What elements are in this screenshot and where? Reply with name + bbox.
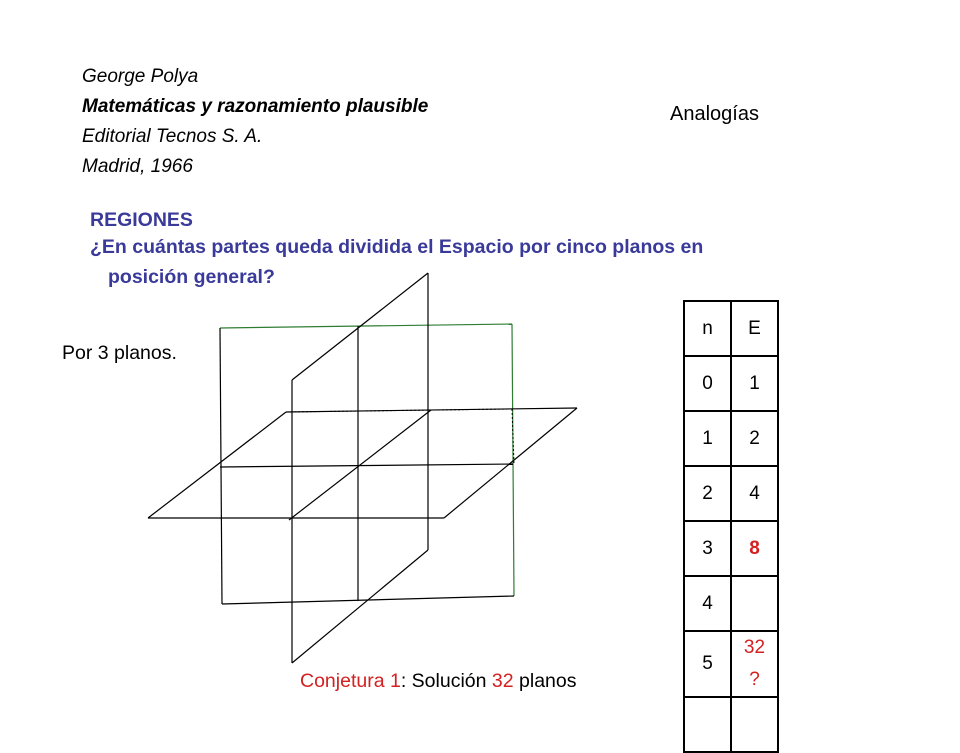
reference-place-year: Madrid, 1966	[82, 156, 193, 177]
header-n: n	[684, 301, 731, 356]
sagittal-plane	[292, 273, 428, 663]
diagram-caption: Por 3 planos.	[62, 342, 177, 364]
regions-table	[683, 300, 779, 753]
cell-e-conjecture	[731, 631, 778, 697]
intersection-lines	[220, 326, 513, 601]
table-row	[684, 356, 778, 411]
cell-n: 1	[684, 411, 731, 466]
conjecture-value: 32	[491, 670, 514, 692]
question-line-1: ¿En cuántas partes queda dividida el Espacio por cinco planos en	[90, 236, 704, 258]
reference-publisher: Editorial Tecnos S. A.	[82, 126, 263, 147]
question-line-2: posición general?	[108, 266, 275, 288]
conjecture-unit: planos	[519, 670, 577, 692]
cell-e	[731, 697, 778, 752]
table-row	[684, 521, 778, 576]
conjecture-number: 1	[389, 670, 401, 692]
cell-e-question-mark: ?	[749, 669, 760, 690]
cell-n: 4	[684, 576, 731, 631]
header-e: E	[731, 301, 778, 356]
reference-author: George Polya	[82, 66, 199, 87]
cell-e-value: 32	[743, 637, 766, 658]
cell-e	[731, 576, 778, 631]
topic-label: Analogías	[670, 103, 759, 125]
conjecture-line	[300, 670, 577, 693]
table-row	[684, 576, 778, 631]
cell-n: 0	[684, 356, 731, 411]
cell-e-highlight: 8	[731, 521, 778, 576]
cell-n: 3	[684, 521, 731, 576]
table-row	[684, 466, 778, 521]
cell-e: 1	[731, 356, 778, 411]
reference-title: Matemáticas y razonamiento plausible	[82, 96, 429, 117]
table-header-row	[684, 301, 778, 356]
cell-n: 2	[684, 466, 731, 521]
cell-n	[684, 697, 731, 752]
hidden-edges	[286, 409, 514, 464]
table-row	[684, 631, 778, 697]
table-row	[684, 411, 778, 466]
table-row	[684, 697, 778, 752]
cell-e: 4	[731, 466, 778, 521]
conjecture-label: Conjetura	[300, 670, 385, 692]
cell-n: 5	[684, 631, 731, 697]
section-heading: REGIONES	[90, 209, 193, 231]
conjecture-text: : Solución	[400, 670, 487, 692]
cell-e: 2	[731, 411, 778, 466]
